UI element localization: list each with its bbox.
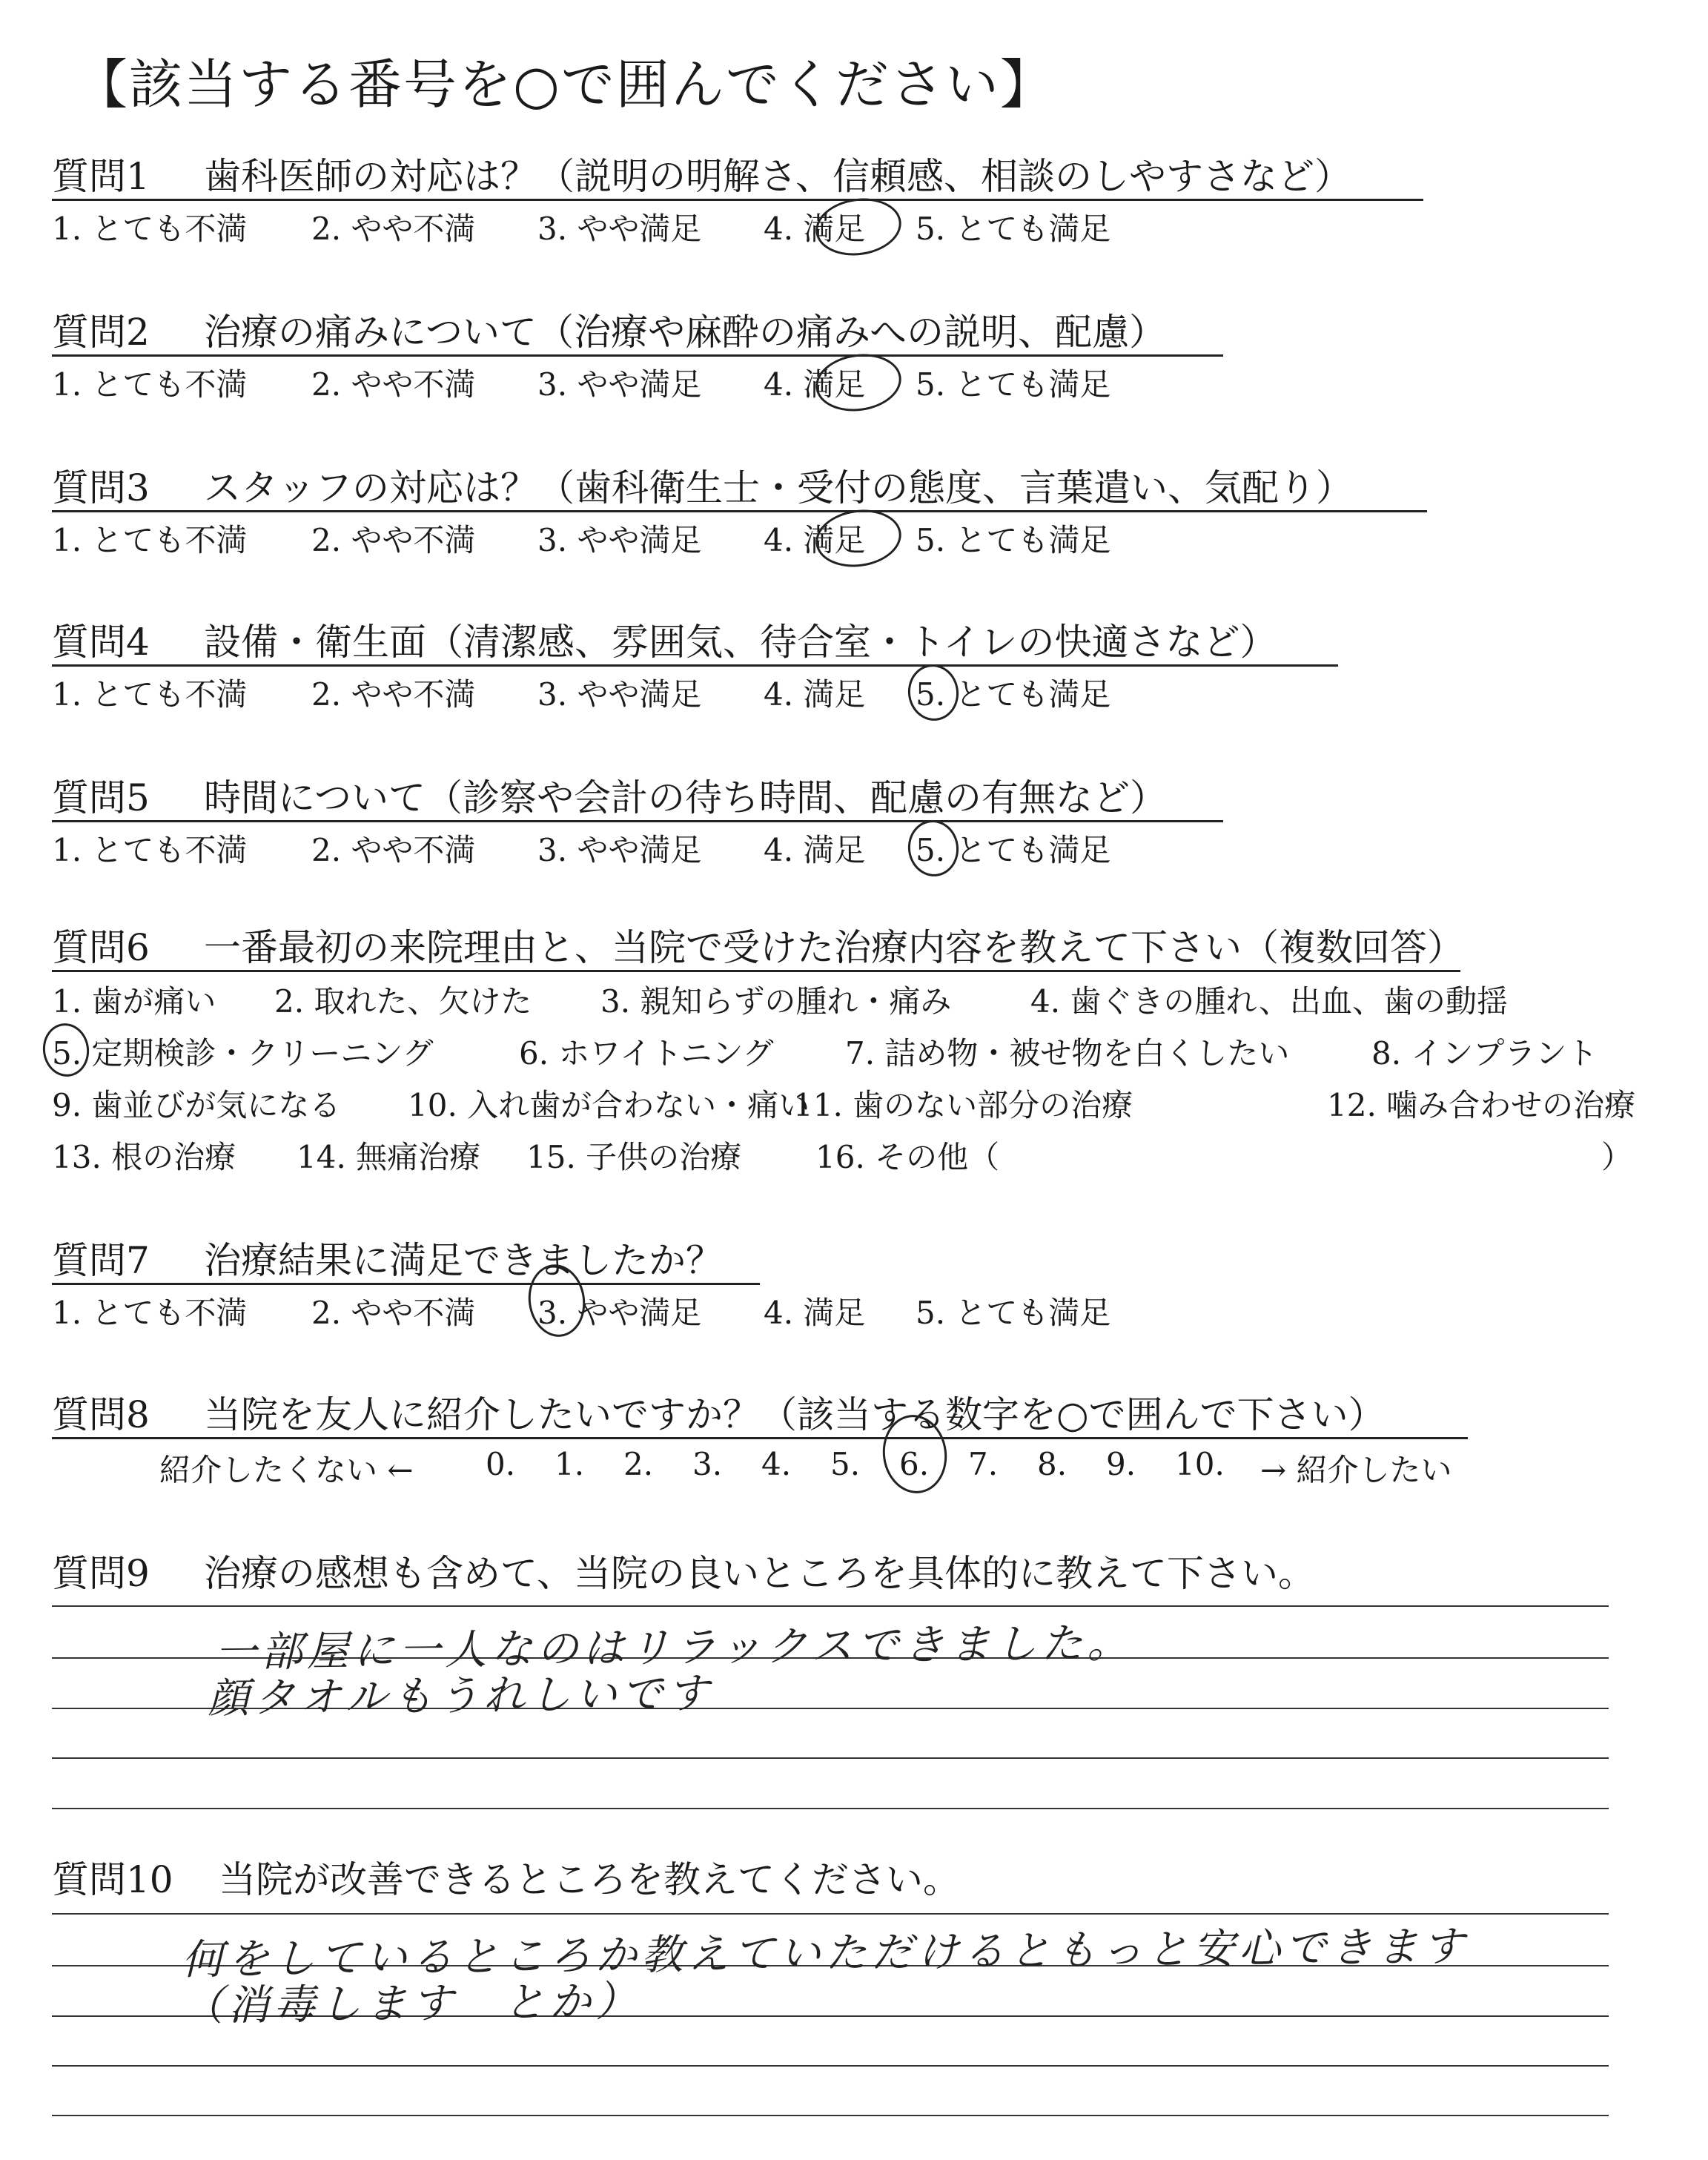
- q8-scale-option[interactable]: 9.: [1106, 1446, 1136, 1482]
- q3-option[interactable]: 4. 満足: [764, 522, 866, 558]
- q8-scale-option[interactable]: 1.: [555, 1446, 585, 1482]
- q6-option[interactable]: 13. 根の治療: [52, 1139, 236, 1175]
- q4-option[interactable]: 4. 満足: [764, 676, 866, 713]
- q4-option[interactable]: 5. とても満足: [916, 676, 1111, 713]
- q3-underline: [52, 510, 1427, 512]
- q1-underline: [52, 199, 1423, 201]
- q5-option[interactable]: 4. 満足: [764, 832, 866, 868]
- q10-text: 当院が改善できるところを教えてください。: [219, 1858, 960, 1901]
- q10-rule-4: [52, 2065, 1609, 2067]
- q7-text: 治療結果に満足できましたか？: [204, 1239, 723, 1282]
- q8-scale-option[interactable]: 7.: [968, 1446, 999, 1482]
- q6-option[interactable]: 10. 入れ歯が合わない・痛い: [408, 1087, 810, 1123]
- q3-option[interactable]: 5. とても満足: [916, 522, 1111, 558]
- q2-text: 治療の痛みについて（治療や麻酔の痛みへの説明、配慮）: [204, 311, 1166, 354]
- q4-option[interactable]: 2. やや不満: [311, 676, 476, 713]
- q6-option[interactable]: 4. 歯ぐきの腫れ、出血、歯の動揺: [1030, 983, 1508, 1020]
- q6-underline: [52, 970, 1460, 972]
- q7-option[interactable]: 4. 満足: [764, 1295, 866, 1331]
- q1-option[interactable]: 1. とても不満: [52, 211, 248, 247]
- q5-heading: [52, 768, 1167, 822]
- q10-rule-5: [52, 2115, 1609, 2116]
- q2-answer-circle: [812, 349, 904, 416]
- q7-option[interactable]: 5. とても満足: [916, 1295, 1111, 1331]
- q9-text: 治療の感想も含めて、当院の良いところを具体的に教えて下さい。: [204, 1552, 1315, 1595]
- q7-option[interactable]: 3. やや満足: [537, 1295, 702, 1331]
- q3-option[interactable]: 3. やや満足: [537, 522, 702, 558]
- q5-underline: [52, 820, 1223, 822]
- q5-option[interactable]: 5. とても満足: [916, 832, 1111, 868]
- q2-option[interactable]: 5. とても満足: [916, 366, 1111, 403]
- q3-text: スタッフの対応は？（歯科衛生士・受付の態度、言葉遣い、気配り）: [204, 466, 1353, 509]
- q8-scale-option[interactable]: 10.: [1175, 1446, 1225, 1482]
- q8-scale-option[interactable]: 2.: [623, 1446, 654, 1482]
- q7-heading: [52, 1231, 723, 1284]
- q2-option[interactable]: 2. やや不満: [311, 366, 476, 403]
- q8-scale-option[interactable]: 5.: [830, 1446, 861, 1482]
- q6-option[interactable]: 5. 定期検診・クリーニング: [52, 1035, 434, 1071]
- q4-underline: [52, 664, 1338, 667]
- q6-option[interactable]: 7. 詰め物・被せ物を白くしたい: [845, 1035, 1290, 1071]
- q2-option[interactable]: 3. やや満足: [537, 366, 702, 403]
- q1-answer-circle: [812, 193, 904, 260]
- q6-heading: [52, 918, 1464, 971]
- q8-right-label: → 紹介したい: [1260, 1452, 1452, 1488]
- form-title: 【該当する番号を○で囲んでください】: [74, 53, 1055, 116]
- q5-option[interactable]: 1. とても不満: [52, 832, 248, 868]
- q5-text: 時間について（診察や会計の待ち時間、配慮の有無など）: [204, 776, 1167, 819]
- q6-option[interactable]: 15. 子供の治療: [526, 1139, 742, 1175]
- q1-heading: [52, 147, 1351, 200]
- q7-underline: [52, 1283, 760, 1285]
- q6-text: 一番最初の来院理由と、当院で受けた治療内容を教えて下さい（複数回答）: [204, 926, 1464, 969]
- q6-option[interactable]: 6. ホワイトニング: [519, 1035, 774, 1071]
- q1-option[interactable]: 3. やや満足: [537, 211, 702, 247]
- q8-number: 質問8: [52, 1393, 150, 1436]
- q10-answer-line-1: 何をしているところか教えていただけるともっと安心できます: [181, 1922, 1469, 1985]
- q8-scale-option[interactable]: 4.: [761, 1446, 792, 1482]
- q4-number: 質問4: [52, 621, 150, 664]
- q1-option[interactable]: 5. とても満足: [916, 211, 1111, 247]
- q7-option[interactable]: 2. やや不満: [311, 1295, 476, 1331]
- q8-scale-option[interactable]: 0.: [486, 1446, 516, 1482]
- q1-option[interactable]: 4. 満足: [764, 211, 866, 247]
- q1-text: 歯科医師の対応は？（説明の明解さ、信頼感、相談のしやすさなど）: [204, 155, 1351, 198]
- q7-option[interactable]: 1. とても不満: [52, 1295, 248, 1331]
- q2-heading: [52, 303, 1166, 356]
- q8-scale-option[interactable]: 6.: [899, 1446, 930, 1482]
- q6-option[interactable]: 1. 歯が痛い: [52, 983, 216, 1020]
- q8-heading: [52, 1385, 1386, 1439]
- q9-number: 質問9: [52, 1552, 150, 1595]
- q3-number: 質問3: [52, 466, 150, 509]
- q8-text: 当院を友人に紹介したいですか？（該当する数字を○で囲んで下さい）: [204, 1393, 1386, 1436]
- q1-number: 質問1: [52, 155, 150, 198]
- q2-option[interactable]: 1. とても不満: [52, 366, 248, 403]
- q9-rule-1: [52, 1605, 1609, 1607]
- q1-option[interactable]: 2. やや不満: [311, 211, 476, 247]
- q9-rule-5: [52, 1808, 1609, 1809]
- q8-scale-option[interactable]: 8.: [1037, 1446, 1068, 1482]
- q5-option[interactable]: 2. やや不満: [311, 832, 476, 868]
- q3-heading: [52, 458, 1353, 512]
- q8-underline: [52, 1437, 1468, 1439]
- q6-option[interactable]: ）: [1601, 1139, 1633, 1175]
- q6-option[interactable]: 2. 取れた、欠けた: [274, 983, 532, 1020]
- q7-number: 質問7: [52, 1239, 150, 1282]
- q2-option[interactable]: 4. 満足: [764, 366, 866, 403]
- q5-option[interactable]: 3. やや満足: [537, 832, 702, 868]
- q10-number: 質問10: [52, 1858, 173, 1901]
- q10-answer-line-2: （消毒します とか）: [181, 1977, 642, 2031]
- q6-option[interactable]: 3. 親知らずの腫れ・痛み: [600, 983, 952, 1020]
- q8-scale-option[interactable]: 3.: [692, 1446, 723, 1482]
- q3-option[interactable]: 2. やや不満: [311, 522, 476, 558]
- q4-text: 設備・衛生面（清潔感、雰囲気、待合室・トイレの快適さなど）: [204, 621, 1277, 664]
- q6-option[interactable]: 11. 歯のない部分の治療: [793, 1087, 1133, 1123]
- q6-option[interactable]: 8. インプラント: [1371, 1035, 1598, 1071]
- q6-option[interactable]: 14. 無痛治療: [297, 1139, 481, 1175]
- q2-number: 質問2: [52, 311, 150, 354]
- q2-underline: [52, 354, 1223, 357]
- q3-option[interactable]: 1. とても不満: [52, 522, 248, 558]
- q10-heading: [52, 1850, 960, 1903]
- q9-heading: [52, 1544, 1315, 1597]
- q9-rule-4: [52, 1757, 1609, 1759]
- q9-answer-line-2: 顔タオルもうれしいです: [207, 1669, 714, 1723]
- q8-left-label: 紹介したくない ←: [159, 1452, 414, 1488]
- q6-option[interactable]: 9. 歯並びが気になる: [52, 1087, 341, 1123]
- q5-number: 質問5: [52, 776, 150, 819]
- q4-option[interactable]: 1. とても不満: [52, 676, 248, 713]
- q6-option[interactable]: 12. 噛み合わせの治療: [1327, 1087, 1636, 1123]
- q4-heading: [52, 612, 1277, 666]
- q6-number: 質問6: [52, 926, 150, 969]
- q4-option[interactable]: 3. やや満足: [537, 676, 702, 713]
- q6-option[interactable]: 16. その他（: [815, 1139, 1000, 1175]
- q3-answer-circle: [812, 504, 904, 572]
- q9-answer-line-1: 一部屋に一人なのはリラックスできました。: [214, 1619, 1133, 1677]
